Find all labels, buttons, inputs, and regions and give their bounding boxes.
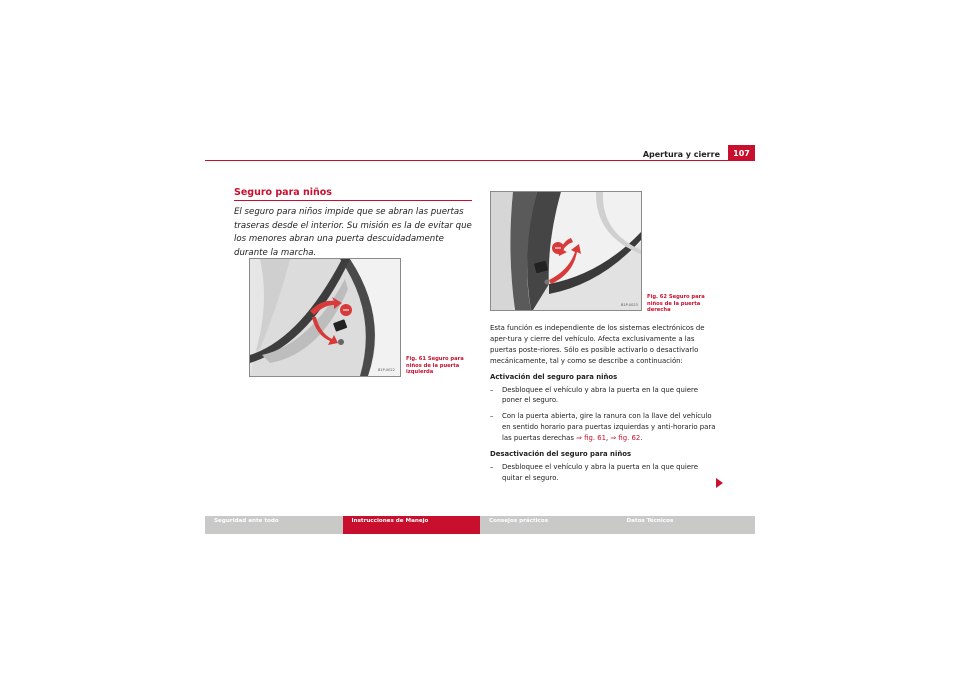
- body-text: [490, 323, 718, 489]
- list-dash: –: [490, 412, 494, 421]
- figure-61-code: B1P-0022: [378, 368, 395, 372]
- body-paragraph: Esta función es independiente de los sistemas electrónicos de aper-tura y cierre del vehículo. Afecta exclusivamente a las puertas poste-riores. Sólo es posible activarlo o desactivarlo mecánicamente, tal y como se describe a continuación:: [490, 324, 705, 365]
- list-dash: –: [490, 385, 494, 394]
- list-item: [490, 385, 718, 407]
- deactivation-step-1: Desbloquee el vehículo y abra la puerta en la que quiere quitar el seguro.: [502, 462, 698, 482]
- tab-instrucciones[interactable]: Instrucciones de Manejo: [343, 516, 481, 534]
- deactivation-heading: Desactivación del seguro para niños: [490, 450, 632, 459]
- section-intro: El seguro para niños impide que se abran las puertas traseras desde el interior. Su misión es la de evitar que los menores abran una puerta descuidadamente durante la marcha.: [234, 207, 472, 258]
- activation-step-1: Desbloquee el vehículo y abra la puerta en la que quiere poner el seguro.: [502, 385, 698, 405]
- continue-arrow-icon: [716, 478, 723, 488]
- tab-seguridad[interactable]: Seguridad ante todo: [205, 516, 343, 534]
- tab-datos[interactable]: Datos Técnicos: [618, 516, 756, 534]
- activation-step-2: Con la puerta abierta, gire la ranura con la llave del vehículo en sentido horario para puertas izquierdas y anti-horario para las puertas derechas: [502, 412, 716, 443]
- tab-consejos[interactable]: Consejos prácticos: [480, 516, 618, 534]
- list-item: [490, 411, 718, 444]
- section-title: Seguro para niños: [234, 187, 332, 198]
- figure-62-code: B1P-0023: [621, 303, 638, 307]
- activation-heading: Activación del seguro para niños: [490, 372, 618, 381]
- section-rule: [234, 200, 472, 201]
- list-item: [490, 462, 718, 484]
- figure-61-caption: Fig. 61 Seguro para niños de la puerta izquierda: [406, 356, 464, 375]
- fig-62-link[interactable]: ⇒ fig. 62: [610, 434, 641, 443]
- figure-62-image: [490, 191, 642, 311]
- fig-61-link[interactable]: ⇒ fig. 61: [576, 434, 606, 443]
- running-header-title: Apertura y cierre: [642, 150, 720, 159]
- ref-separator: ,: [605, 434, 609, 443]
- list-dash: –: [490, 462, 494, 471]
- figure-62-caption: Fig. 62 Seguro para niños de la puerta derecha: [647, 294, 705, 313]
- footer-tabs: [205, 516, 755, 534]
- header-rule: [205, 160, 755, 161]
- ref-end: .: [640, 434, 643, 443]
- page-number: 107: [728, 145, 755, 161]
- figure-61-image: [249, 258, 401, 377]
